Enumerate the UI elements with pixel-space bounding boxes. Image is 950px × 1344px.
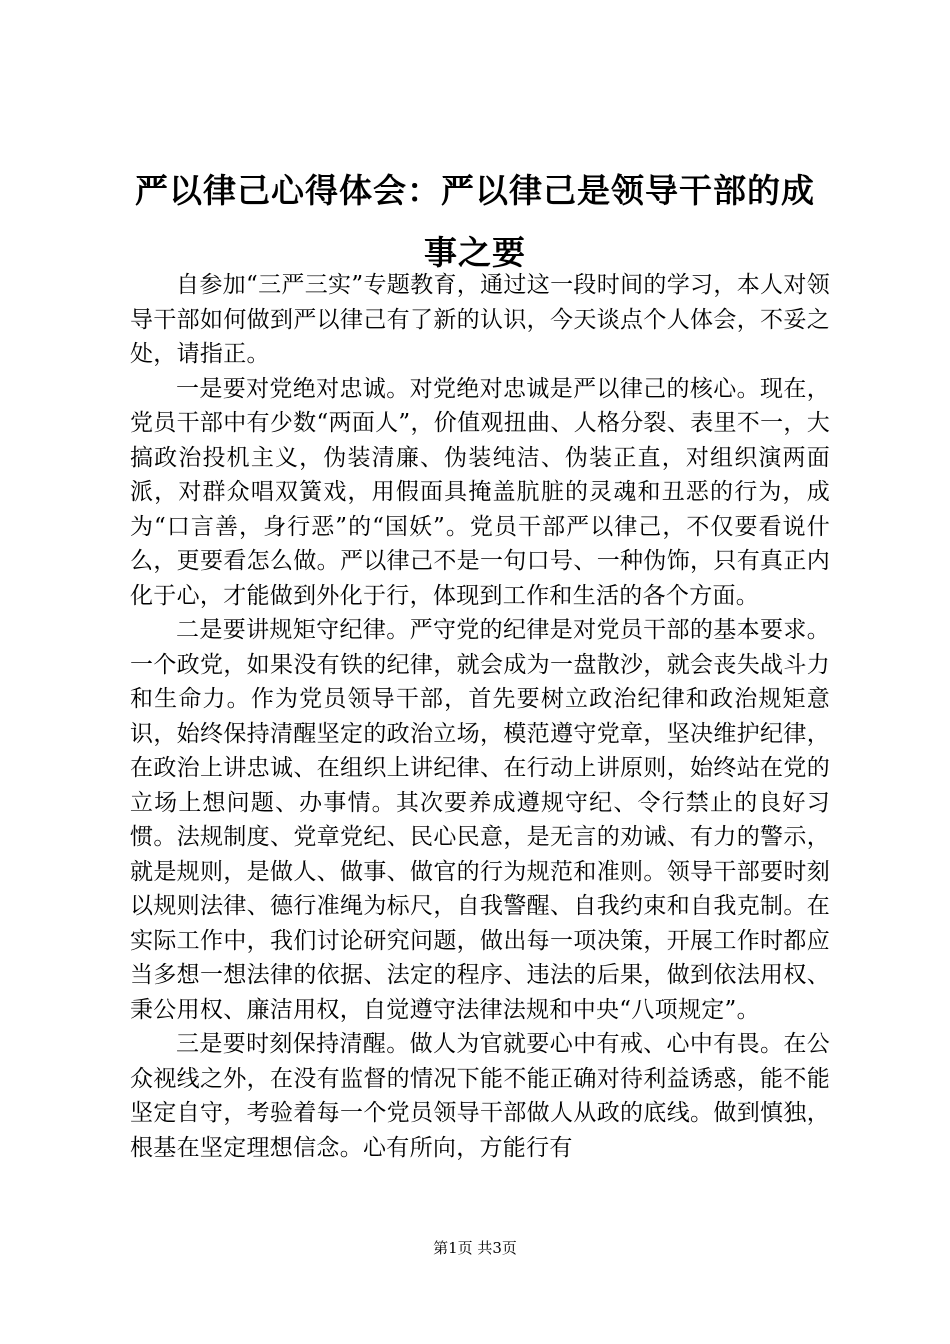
paragraph-discipline: 二是要讲规矩守纪律。严守党的纪律是对党员干部的基本要求。一个政党，如果没有铁的纪律，就会成为一盘散沙，就会丧失战斗力和生命力。作为党员领导干部，首先要树立政治纪律和政治规矩意识，始终保持清醒坚定的政治立场，模范遵守党章，坚决维护纪律，在政治上讲忠诚、在组织上讲纪律、在行动上讲原则，始终站在党的立场上想问题、办事情。其次要养成遵规守纪、令行禁止的良好习惯。法规制度、党章党纪、民心民意，是无言的劝诫、有力的警示，就是规则，是做人、做事、做官的行为规范和准则。领导干部要时刻以规则法律、德行准绳为标尺，自我警醒、自我约束和自我克制。在实际工作中，我们讨论研究问题，做出每一项决策，开展工作时都应当多想一想法律的依据、法定的程序、违法的后果，做到依法用权、秉公用权、廉洁用权，自觉遵守法律法规和中央“八项规定”。 bbox=[130, 617, 830, 1023]
document-body bbox=[130, 268, 830, 1165]
document-title: 严以律己心得体会：严以律己是领导干部的成事之要 bbox=[135, 171, 815, 272]
paragraph-loyalty: 一是要对党绝对忠诚。对党绝对忠诚是严以律己的核心。现在，党员干部中有少数“两面人”，价值观扭曲、人格分裂、表里不一，大搞政治投机主义，伪装清廉、伪装纯洁、伪装正直，对组织演两面派，对群众唱双簧戏，用假面具掩盖肮脏的灵魂和丑恶的行为，成为“口言善，身行恶”的“国妖”。党员干部严以律己，不仅要看说什么，更要看怎么做。严以律己不是一句口号、一种伪饰，只有真正内化于心，才能做到外化于行，体现到工作和生活的各个方面。 bbox=[130, 375, 830, 609]
paragraph-intro: 自参加“三严三实”专题教育，通过这一段时间的学习，本人对领导干部如何做到严以律己有了新的认识，今天谈点个人体会，不妥之处，请指正。 bbox=[130, 272, 830, 367]
page-footer: 第1页 共3页 bbox=[433, 1239, 517, 1257]
paragraph-sober-mind: 三是要时刻保持清醒。做人为官就要心中有戒、心中有畏。在公众视线之外，在没有监督的情况下能不能正确对待利益诱惑，能不能坚定自守，考验着每一个党员领导干部做人从政的底线。做到慎独，根基在坚定理想信念。心有所向，方能行有 bbox=[130, 1031, 830, 1161]
